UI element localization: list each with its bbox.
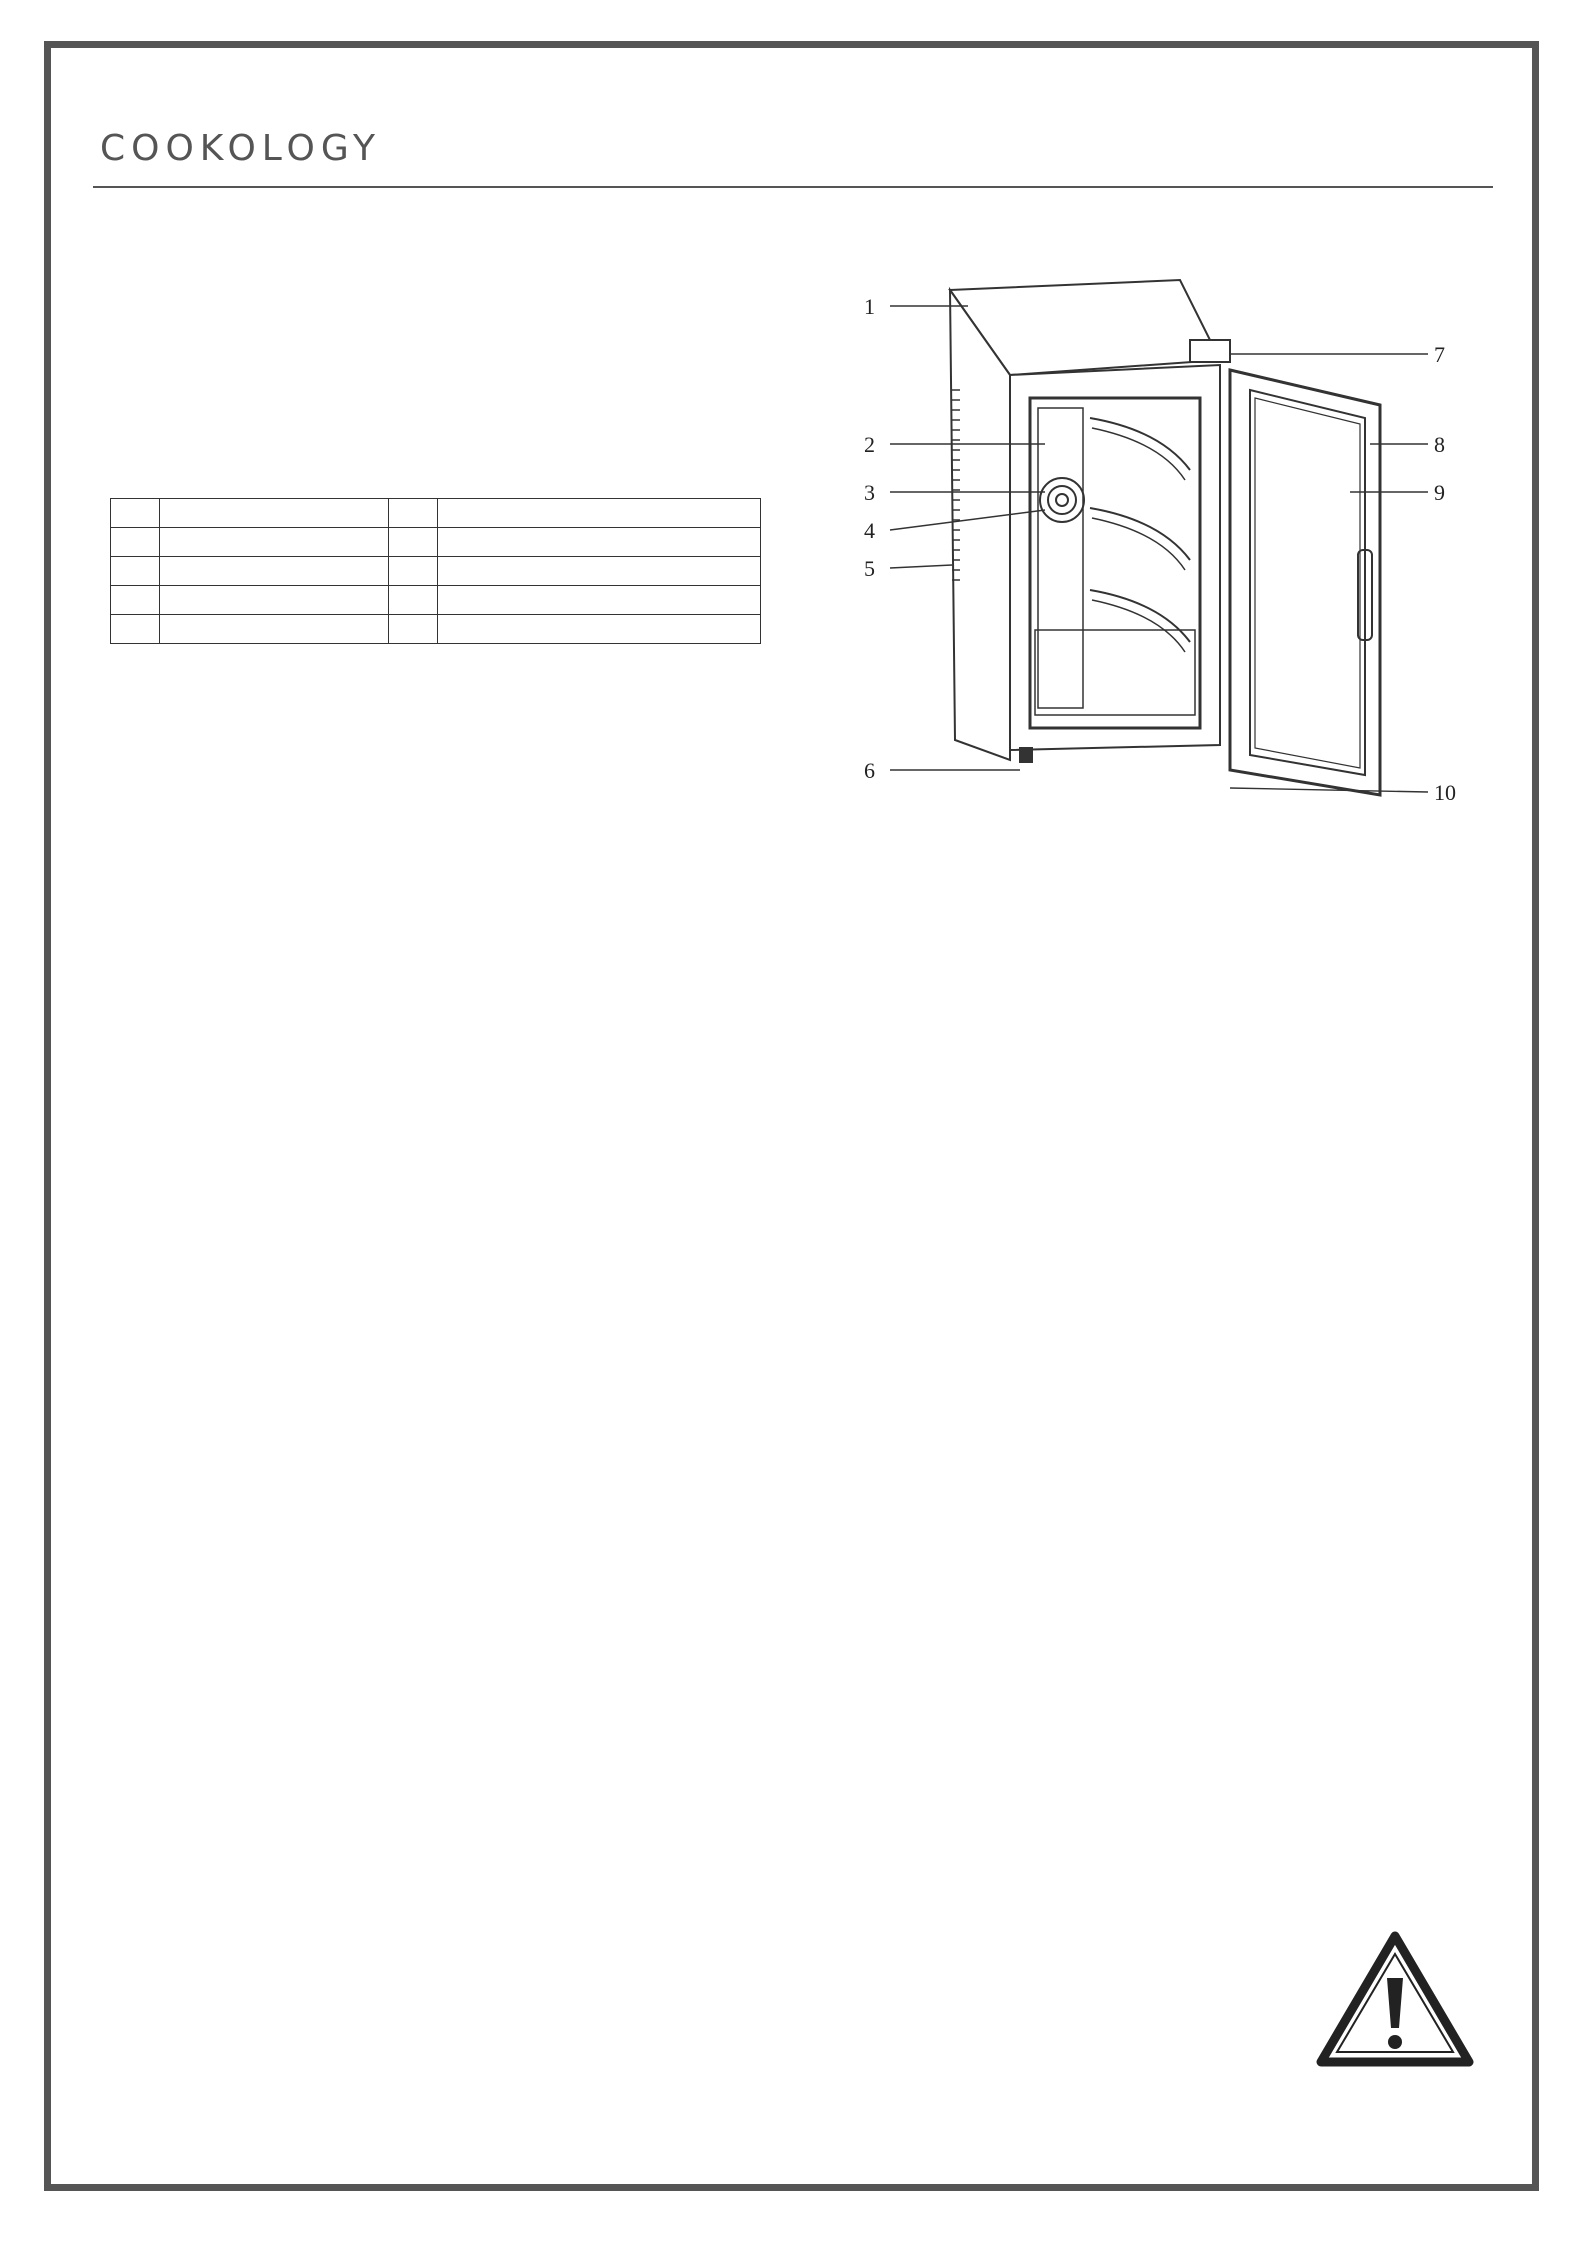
table-cell bbox=[389, 615, 438, 644]
table-cell bbox=[160, 586, 389, 615]
callout-4: 4 bbox=[864, 518, 875, 543]
table-cell bbox=[438, 499, 761, 528]
callout-2: 2 bbox=[864, 432, 875, 457]
callout-7: 7 bbox=[1434, 342, 1445, 367]
table-cell bbox=[111, 499, 160, 528]
callout-9: 9 bbox=[1434, 480, 1445, 505]
table-cell bbox=[111, 615, 160, 644]
brand-logo: COOKOLOGY bbox=[100, 128, 381, 169]
table-cell bbox=[160, 528, 389, 557]
table-cell bbox=[389, 586, 438, 615]
parts-table bbox=[110, 498, 761, 644]
table-cell bbox=[111, 528, 160, 557]
warning-triangle-icon bbox=[1315, 1930, 1475, 2070]
table-cell bbox=[160, 499, 389, 528]
wine-cooler-diagram bbox=[860, 270, 1490, 830]
callout-6: 6 bbox=[864, 758, 875, 783]
table-cell bbox=[438, 586, 761, 615]
table-cell bbox=[389, 528, 438, 557]
table-cell bbox=[160, 557, 389, 586]
table-row bbox=[111, 557, 761, 586]
callout-1: 1 bbox=[864, 294, 875, 319]
table-cell bbox=[111, 557, 160, 586]
table-cell bbox=[111, 586, 160, 615]
table-cell bbox=[389, 557, 438, 586]
callout-10: 10 bbox=[1434, 780, 1456, 805]
callout-5: 5 bbox=[864, 556, 875, 581]
header-rule bbox=[93, 186, 1493, 188]
table-row bbox=[111, 528, 761, 557]
table-cell bbox=[438, 557, 761, 586]
cabinet-body bbox=[950, 280, 1220, 762]
table-cell bbox=[438, 615, 761, 644]
callout-3: 3 bbox=[864, 480, 875, 505]
table-cell bbox=[389, 499, 438, 528]
callout-8: 8 bbox=[1434, 432, 1445, 457]
table-row bbox=[111, 586, 761, 615]
table-cell bbox=[160, 615, 389, 644]
table-cell bbox=[438, 528, 761, 557]
table-row bbox=[111, 615, 761, 644]
table-row bbox=[111, 499, 761, 528]
